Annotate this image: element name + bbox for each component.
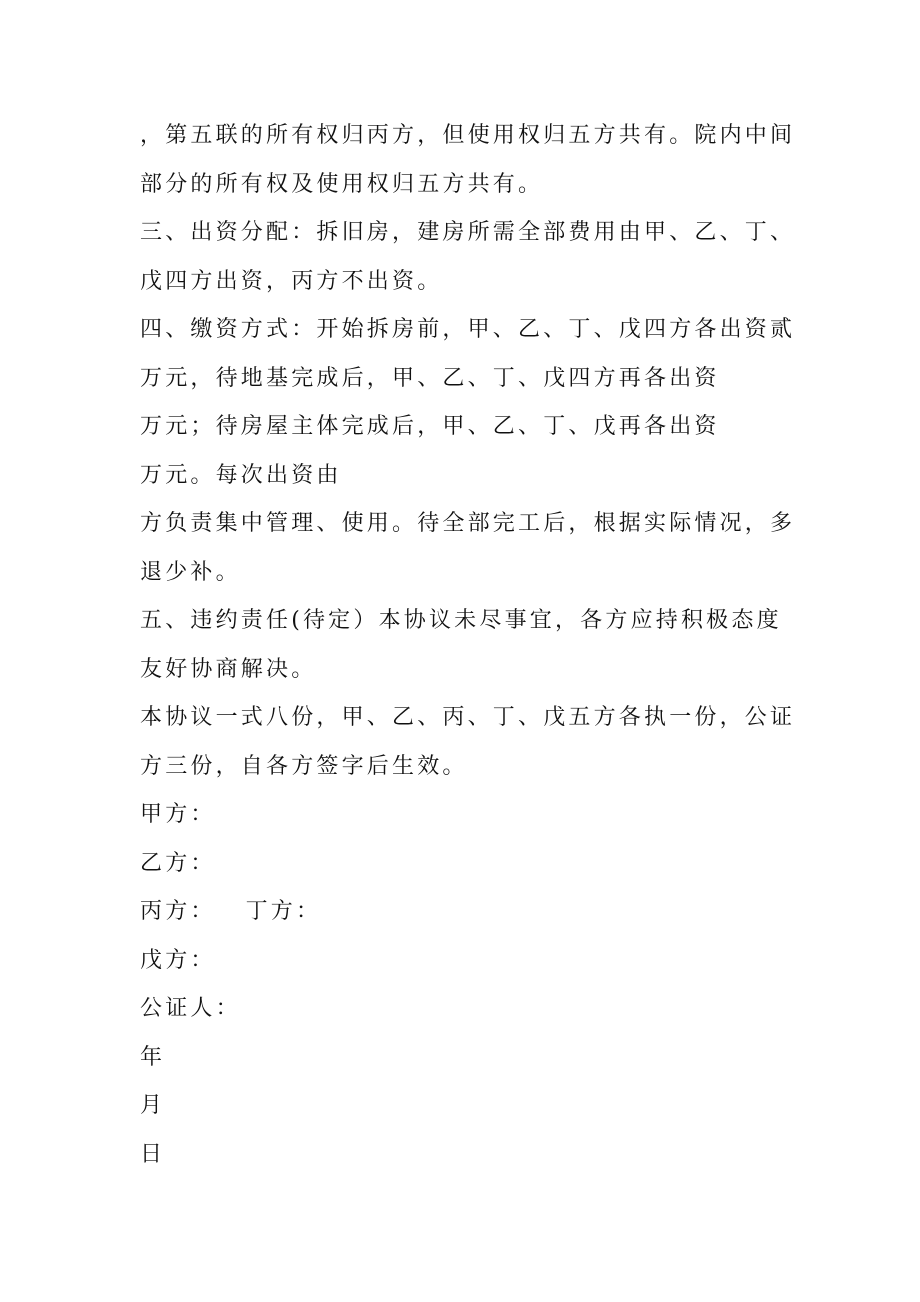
signature-party-a: 甲方： (140, 802, 216, 827)
date-day: 日 (140, 1141, 166, 1167)
paragraph-line: ，第五联的所有权归丙方，但使用权归五方共有。院内中间 (140, 123, 796, 148)
paragraph-line: 四、缴资方式：开始拆房前，甲、乙、丁、戊四方各出资贰 (140, 317, 796, 342)
signature-row-c-d (140, 888, 800, 937)
signature-party-c: 丙方： (140, 899, 216, 924)
paragraph-line: 万元；待房屋主体完成后，甲、乙、丁、戊再各出资 (140, 414, 720, 439)
signature-notary: 公证人： (140, 996, 241, 1021)
signature-party-d: 丁方： (245, 899, 322, 924)
paragraph-line: 方负责集中管理、使用。待全部完工后，根据实际情况，多 (140, 511, 796, 536)
signature-party-e: 戊方： (140, 947, 216, 973)
paragraph-line: 三、出资分配：拆旧房，建房所需全部费用由甲、乙、丁、 (140, 220, 796, 245)
date-month: 月 (140, 1093, 166, 1118)
agreement-text (140, 112, 800, 1179)
paragraph-line: 方三份，自各方签字后生效。 (140, 753, 468, 779)
paragraph-line: 五、违约责任(待定）本协议未尽事宜，各方应持积极态度 (140, 608, 782, 633)
date-year: 年 (140, 1044, 166, 1070)
paragraph-line: 万元，待地基完成后，甲、乙、丁、戊四方再各出资 (140, 365, 720, 391)
signature-party-b: 乙方： (140, 850, 216, 876)
paragraph-line: 戊四方出资，丙方不出资。 (140, 268, 443, 294)
paragraph-line: 友好协商解决。 (140, 656, 317, 682)
paragraph-line: 退少补。 (140, 559, 241, 585)
paragraph-line: 万元。每次出资由 (140, 462, 342, 488)
paragraph-line: 本协议一式八份，甲、乙、丙、丁、戊五方各执一份，公证 (140, 705, 796, 730)
paragraph-line: 部分的所有权及使用权归五方共有。 (140, 171, 544, 197)
